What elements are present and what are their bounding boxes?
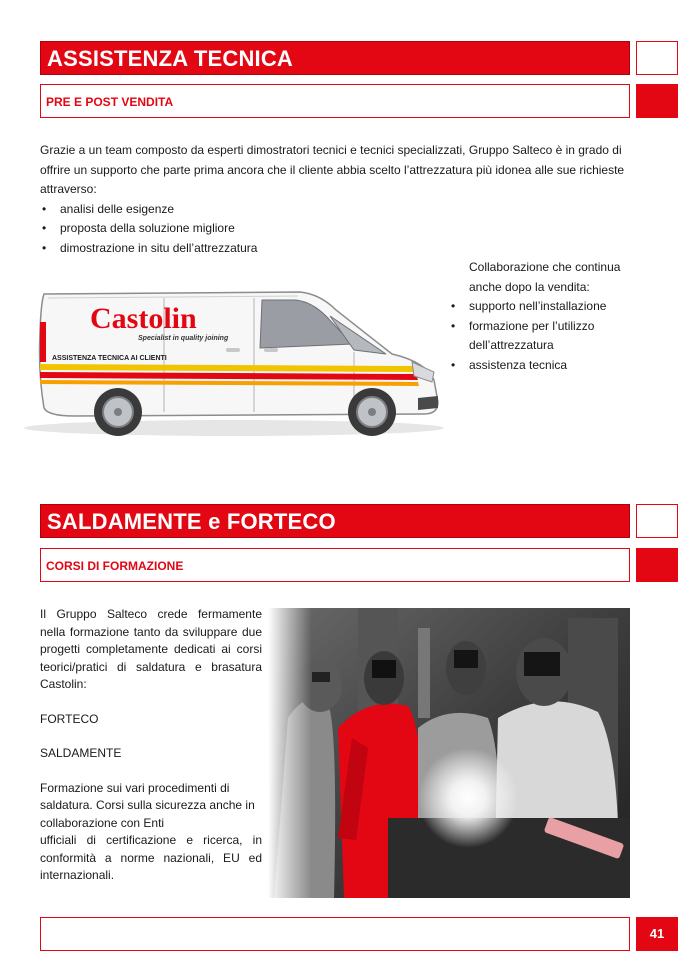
van-side-text: ASSISTENZA TECNICA AI CLIENTI — [52, 355, 167, 362]
training-text-block — [40, 606, 262, 885]
list-item: • supporto nell’installazione — [449, 297, 629, 317]
list-item: • formazione per l’utilizzo dell’attrezzatura — [449, 317, 629, 356]
project-forteco: FORTECO — [40, 711, 99, 726]
intro-text: Grazie a un team composto da esperti dimostratori tecnici e tecnici specializzati, Gruppo Salteco è in grado di offrire un supporto che parte prima ancora che il cliente abbia scelto l’attrezzatura più idonea alle sue richieste attraverso: — [40, 143, 625, 196]
after-sale-block — [449, 258, 629, 375]
page-number: 41 — [636, 917, 678, 951]
section-title-saldamente — [40, 504, 630, 538]
training-intro: Il Gruppo Salteco crede fermamente nella formazione tanto da sviluppare due progetti completamente dedicati ai corsi teorici/pratici di saldatura e brasatura Castolin: — [40, 607, 262, 691]
training-description-cont: ufficiali di certificazione e ricerca, in conformità a norme nazionali, EU ed internazionali. — [40, 833, 262, 882]
pre-sale-list — [40, 200, 632, 259]
section-title-assistenza — [40, 41, 630, 75]
intro-paragraph — [40, 141, 632, 258]
after-sale-text: Collaborazione che continua anche dopo la vendita: — [469, 260, 621, 294]
list-item: • proposta della soluzione migliore — [40, 219, 632, 239]
section-title-text: ASSISTENZA TECNICA — [47, 46, 294, 71]
van-tagline: Specialist in quality joining — [138, 335, 229, 342]
section-title-text: SALDAMENTE e FORTECO — [47, 509, 336, 534]
service-van-image — [14, 262, 454, 442]
footer-bar — [40, 917, 630, 951]
side-tab-red — [636, 548, 678, 582]
subtitle-text: PRE E POST VENDITA — [46, 95, 174, 109]
training-description: Formazione sui vari procedimenti di saldatura. Corsi sulla sicurezza anche in collaborazione con Enti — [40, 780, 255, 830]
list-item: • analisi delle esigenze — [40, 200, 632, 220]
project-saldamente: SALDAMENTE — [40, 746, 122, 760]
welding-training-photo — [268, 608, 630, 898]
subtitle-pre-post-vendita — [40, 84, 630, 118]
list-item: • dimostrazione in situ dell’attrezzatura — [40, 239, 632, 259]
van-brand-logo: Castolin — [90, 302, 197, 335]
after-sale-list — [449, 297, 629, 375]
side-tab-red — [636, 84, 678, 118]
list-item: • assistenza tecnica — [449, 356, 629, 376]
side-tab-outline — [636, 41, 678, 75]
subtitle-corsi-formazione — [40, 548, 630, 582]
side-tab-outline — [636, 504, 678, 538]
subtitle-text: CORSI DI FORMAZIONE — [46, 559, 184, 573]
